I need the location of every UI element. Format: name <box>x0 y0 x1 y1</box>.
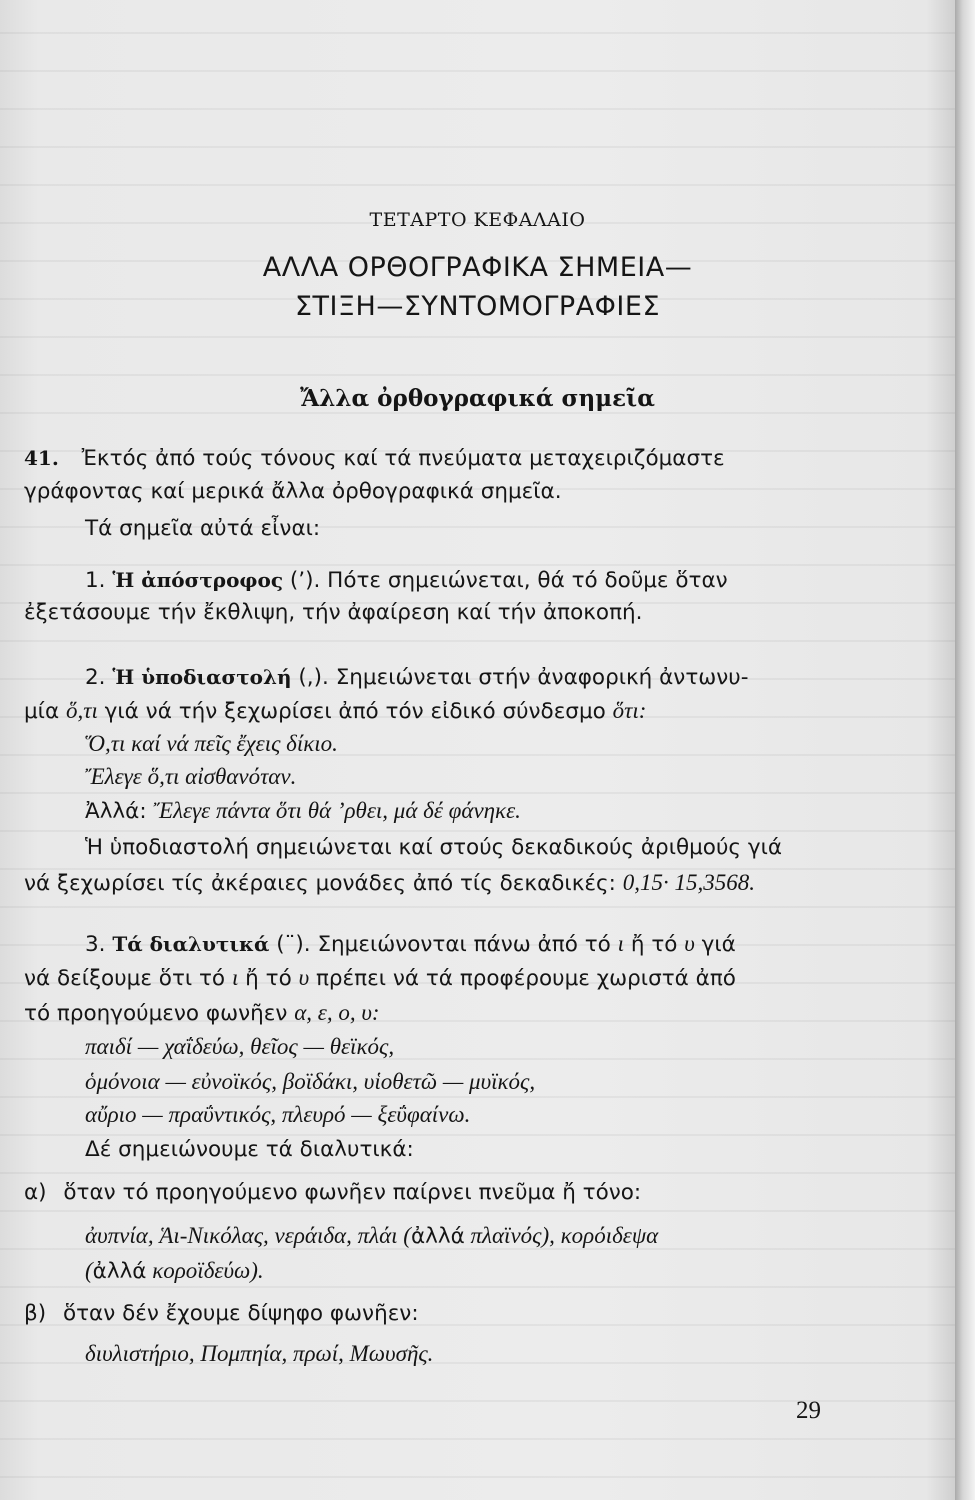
text-run: ἤ τό <box>624 932 685 957</box>
item-term: Τά διαλυτικά <box>112 932 270 956</box>
text-line: Δέ σημειώνουμε τά διαλυτικά: <box>85 1137 414 1162</box>
text-line: ὅταν τό προηγούμενο φωνῆεν παίρνει πνεῦμα ἤ τόνο: <box>63 1180 642 1205</box>
text-run: νά ξεχωρίσει τίς ἀκέραιες μονάδες ἀπό τίς δεκαδικές: <box>24 871 623 896</box>
text-run: (¨). Σημειώνονται πάνω ἀπό τό <box>276 932 618 957</box>
item-term: Ἡ ἀπόστροφος <box>112 568 284 592</box>
italic-vowels: α, ε, ο, υ: <box>294 1000 380 1025</box>
chapter-title-line-1: ΑΛΛΑ ΟΡΘΟΓΡΑΦΙΚΑ ΣΗΜΕΙΑ— <box>262 252 693 283</box>
italic-letter: υ <box>298 965 310 990</box>
item-2 <box>85 663 748 692</box>
page-edge <box>955 0 975 1500</box>
example-line: παιδί — χαΐδεύω, θεῖος — θεϊκός, <box>85 1034 395 1059</box>
example-line <box>85 1222 658 1251</box>
page-number: 29 <box>796 1397 821 1424</box>
example-line: διυλιστήριο, Πομπηία, πρωί, Μωυσῆς. <box>85 1341 434 1366</box>
italic-letter: υ <box>684 931 695 956</box>
italic-letter: ι <box>231 965 239 990</box>
text-line: (,). Σημειώνεται στήν ἀναφορική ἀντωνυ- <box>298 665 749 690</box>
text-run: ἤ τό <box>238 966 299 991</box>
text-line: Ἡ ὑποδιαστολή σημειώνεται καί στούς δεκαδικούς ἀριθμούς γιά <box>85 835 783 860</box>
italic-example: ( <box>85 1258 93 1283</box>
italic-word: ὅ,τι <box>65 698 98 723</box>
text-line: γράφοντας καί μερικά ἄλλα ὀρθογραφικά σημεῖα. <box>24 479 562 504</box>
item-1 <box>85 566 728 595</box>
example-line: Ὅ,τι καί νά πεῖς ἔχεις δίκιο. <box>85 731 338 756</box>
item-number: 3. <box>85 932 106 957</box>
chapter-title-line-2: ΣΤΙΞΗ—ΣΥΝΤΟΜΟΓΡΑΦΙΕΣ <box>294 291 661 322</box>
italic-letter: ι <box>617 931 625 956</box>
rule-label: α) <box>24 1180 47 1205</box>
text-run: ἀλλά <box>410 1224 465 1249</box>
text-run: νά δείξουμε ὅτι τό <box>24 966 232 991</box>
text-line <box>24 697 646 726</box>
text-line: ἐξετάσουμε τήν ἔκθλιψη, τήν ἀφαίρεση καί τήν ἀποκοπή. <box>24 600 643 625</box>
text-line: Ἐκτός ἀπό τούς τόνους καί τά πνεύματα μεταχειριζόμαστε <box>81 446 725 471</box>
example-line <box>85 797 521 826</box>
item-term: Ἡ ὑποδιαστολή <box>112 665 292 689</box>
italic-example: πλαϊνός), κορόιδεψα <box>464 1223 659 1248</box>
italic-example: ἀυπνία, Ἁι-Νικόλας, νεράιδα, πλάι ( <box>85 1223 411 1248</box>
example-line <box>85 1257 264 1286</box>
paragraph-41 <box>24 444 725 473</box>
text-line <box>24 964 736 993</box>
italic-example: Ἔλεγε πάντα ὅτι θά ’ρθει, μά δέ φάνηκε. <box>153 798 521 823</box>
chapter-label: ΤΕΤΑΡΤΟ ΚΕΦΑΛΑΙΟ <box>369 209 586 231</box>
item-3 <box>85 930 736 959</box>
section-heading: Ἄλλα ὀρθογραφικά σημεῖα <box>300 385 655 412</box>
rule-label: β) <box>24 1301 47 1326</box>
text-line <box>24 869 755 898</box>
text-line <box>24 999 380 1028</box>
item-number: 1. <box>85 568 106 593</box>
item-number: 2. <box>85 665 106 690</box>
text-run: τό προηγούμενο φωνῆεν <box>24 1001 295 1026</box>
italic-numbers: 0,15· 15,3568. <box>622 870 755 895</box>
text-line: ὅταν δέν ἔχουμε δίψηφο φωνῆεν: <box>62 1301 419 1326</box>
italic-example: κοροϊδεύω). <box>146 1258 264 1283</box>
text-run: μία <box>24 699 66 724</box>
example-line: ὁμόνοια — εὐνοϊκός, βοϊδάκι, υἱοθετῶ — μυϊκός, <box>85 1069 536 1094</box>
text-line: (’). Πότε σημειώνεται, θά τό δοῦμε ὅταν <box>289 568 728 593</box>
rule-a <box>24 1179 641 1207</box>
example-line: Ἔλεγε ὅ,τι αἰσθανόταν. <box>85 764 297 789</box>
text-run: γιά νά τήν ξεχωρίσει ἀπό τόν εἰδικό σύνδεσμο <box>97 699 613 724</box>
paragraph-number: 41. <box>24 446 59 470</box>
rule-b <box>24 1300 419 1328</box>
italic-word: ὅτι: <box>612 698 647 723</box>
example-line: αὔριο — πραΰντικός, πλευρό — ξεΰφαίνω. <box>85 1102 471 1127</box>
text-run: γιά <box>694 932 736 957</box>
text-run: Ἀλλά: <box>85 799 154 824</box>
text-run: ἀλλά <box>92 1259 147 1284</box>
text-run: πρέπει νά τά προφέρουμε χωριστά ἀπό <box>309 966 736 991</box>
text-line: Τά σημεῖα αὐτά εἶναι: <box>85 516 321 541</box>
